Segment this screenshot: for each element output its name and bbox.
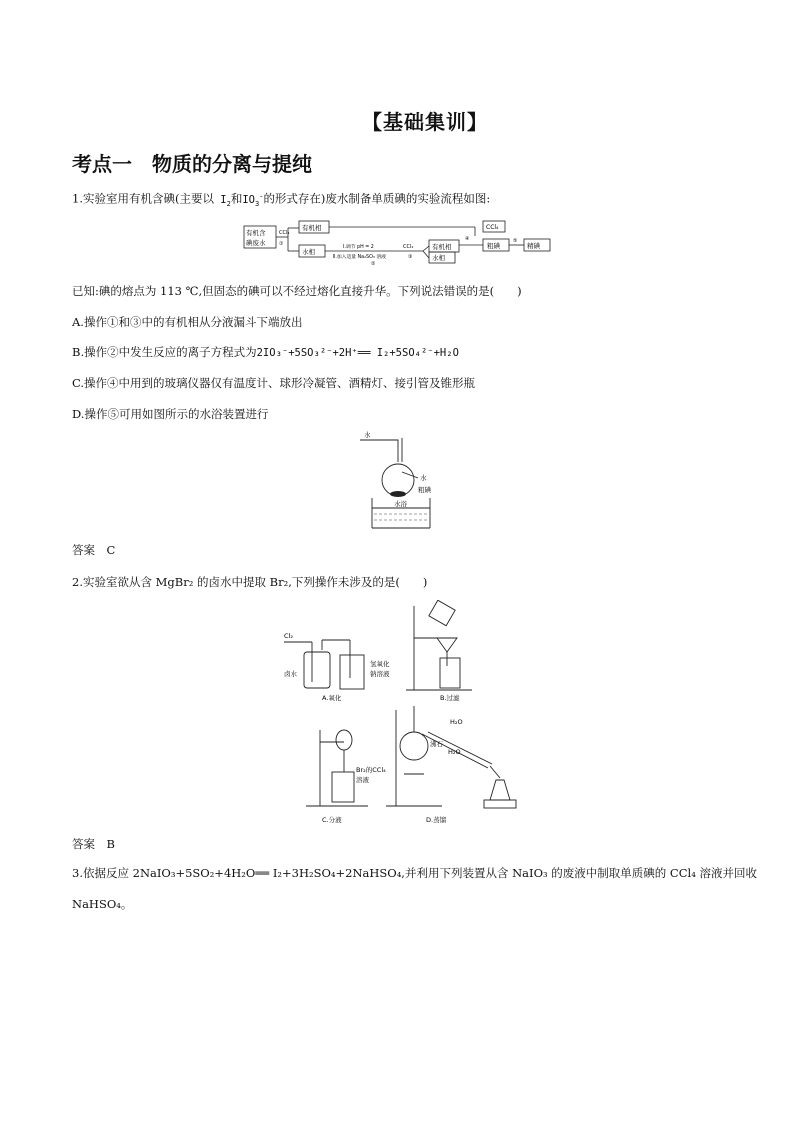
q1-flow-chart bbox=[243, 218, 553, 268]
q3-line2: NaHSO₄。 bbox=[72, 897, 133, 911]
q3-line1: 3.依据反应 2NaIO₃+5SO₂+4H₂O══ I₂+3H₂SO₄+2NaHSO₄,并利用下列装置从含 NaIO₃ 的废液中制取单质碘的 CCl₄ 溶液并回收 bbox=[72, 866, 757, 880]
label-br2-ccl4-line2: 溶液 bbox=[356, 776, 369, 784]
label-cl2: Cl₂ bbox=[284, 632, 293, 640]
label-boiling-stones: 沸石 bbox=[430, 740, 443, 748]
flow-aqueous: 水相 bbox=[302, 248, 315, 256]
flow-ccl4-out: CCl₄ bbox=[486, 224, 499, 231]
q2-answer: 答案 B bbox=[72, 837, 115, 851]
flow-ccl4-2: CCl₄ bbox=[403, 244, 414, 250]
flow-source-line1: 有机含 bbox=[246, 229, 266, 237]
q1-stem: 1.实验室用有机含碘(主要以 $I_2$和$IO_3^-$的形式存在)废水制备单质碘的实验流程如图: bbox=[72, 191, 491, 208]
apparatus-a-oxidation bbox=[284, 640, 364, 689]
q1-option-b: B.操作②中发生反应的离子方程式为2IO₃⁻+5SO₃²⁻+2H⁺══ I₂+5SO₄²⁻+H₂O bbox=[72, 345, 459, 359]
water-bath-diagram bbox=[358, 428, 440, 532]
q2-apparatus-diagram bbox=[282, 600, 522, 826]
flow-fine: 精碘 bbox=[527, 242, 540, 250]
flow-step5: ⑤ bbox=[513, 238, 518, 244]
bath-water-out: 水 bbox=[420, 474, 427, 482]
q1-answer: 答案 C bbox=[72, 543, 116, 557]
q1-option-d: D.操作⑤可用如图所示的水浴装置进行 bbox=[72, 407, 269, 421]
flow-organic-2: 有机相 bbox=[432, 243, 452, 251]
flow-crude: 粗碘 bbox=[487, 242, 500, 250]
q1-option-a: A.操作①和③中的有机相从分液漏斗下端放出 bbox=[72, 315, 303, 329]
label-naoh-line1: 氢氧化 bbox=[370, 660, 390, 668]
flow-source-line2: 碘废水 bbox=[246, 239, 266, 247]
section-title: 【基础集训】 bbox=[362, 110, 488, 134]
q1-equation: 2IO₃⁻+5SO₃²⁻+2H⁺══ I₂+5SO₄²⁻+H₂O bbox=[256, 347, 459, 359]
label-h2o-top: H₂O bbox=[450, 718, 463, 726]
label-a-oxidation: A.氧化 bbox=[322, 694, 342, 702]
flow-aqueous-2: 水相 bbox=[432, 254, 445, 262]
flow-ccl4: CCl₄ bbox=[279, 230, 290, 236]
bath-water-in: 水 bbox=[364, 431, 371, 439]
label-c-separation: C.分液 bbox=[322, 816, 342, 824]
bath-crude-iodine: 粗碘 bbox=[418, 486, 431, 494]
bath-label: 水浴 bbox=[394, 500, 407, 508]
flow-step2: ② bbox=[371, 261, 376, 267]
label-b-filtration: B.过滤 bbox=[440, 694, 460, 702]
flow-organic: 有机相 bbox=[302, 224, 322, 232]
label-brine: 卤水 bbox=[284, 670, 297, 678]
label-naoh-line2: 钠溶液 bbox=[370, 670, 390, 678]
topic-title: 考点一 物质的分离与提纯 bbox=[72, 152, 312, 176]
label-br2-ccl4-line1: Br₂的CCl₄ bbox=[356, 766, 386, 774]
flow-step2-line1: Ⅰ.调节 pH = 2 bbox=[343, 245, 374, 250]
flow-step3: ③ bbox=[408, 254, 413, 260]
q1-option-c: C.操作④中用到的玻璃仪器仅有温度计、球形冷凝管、酒精灯、接引管及锥形瓶 bbox=[72, 376, 476, 390]
label-h2o-bottom: H₂O bbox=[448, 748, 461, 756]
flow-step1: ① bbox=[279, 241, 284, 247]
flow-step2-line2: Ⅱ.加入适量 Na₂SO₃ 溶液 bbox=[333, 255, 386, 260]
q2-stem: 2.实验室欲从含 MgBr₂ 的卤水中提取 Br₂,下列操作未涉及的是( ) bbox=[72, 575, 428, 589]
label-d-distillation: D.蒸馏 bbox=[426, 816, 447, 824]
q1-known: 已知:碘的熔点为 113 ℃,但固态的碘可以不经过熔化直接升华。下列说法错误的是( ) bbox=[72, 284, 522, 298]
apparatus-b-filtration bbox=[406, 600, 472, 690]
flow-step4: ④ bbox=[465, 236, 470, 242]
